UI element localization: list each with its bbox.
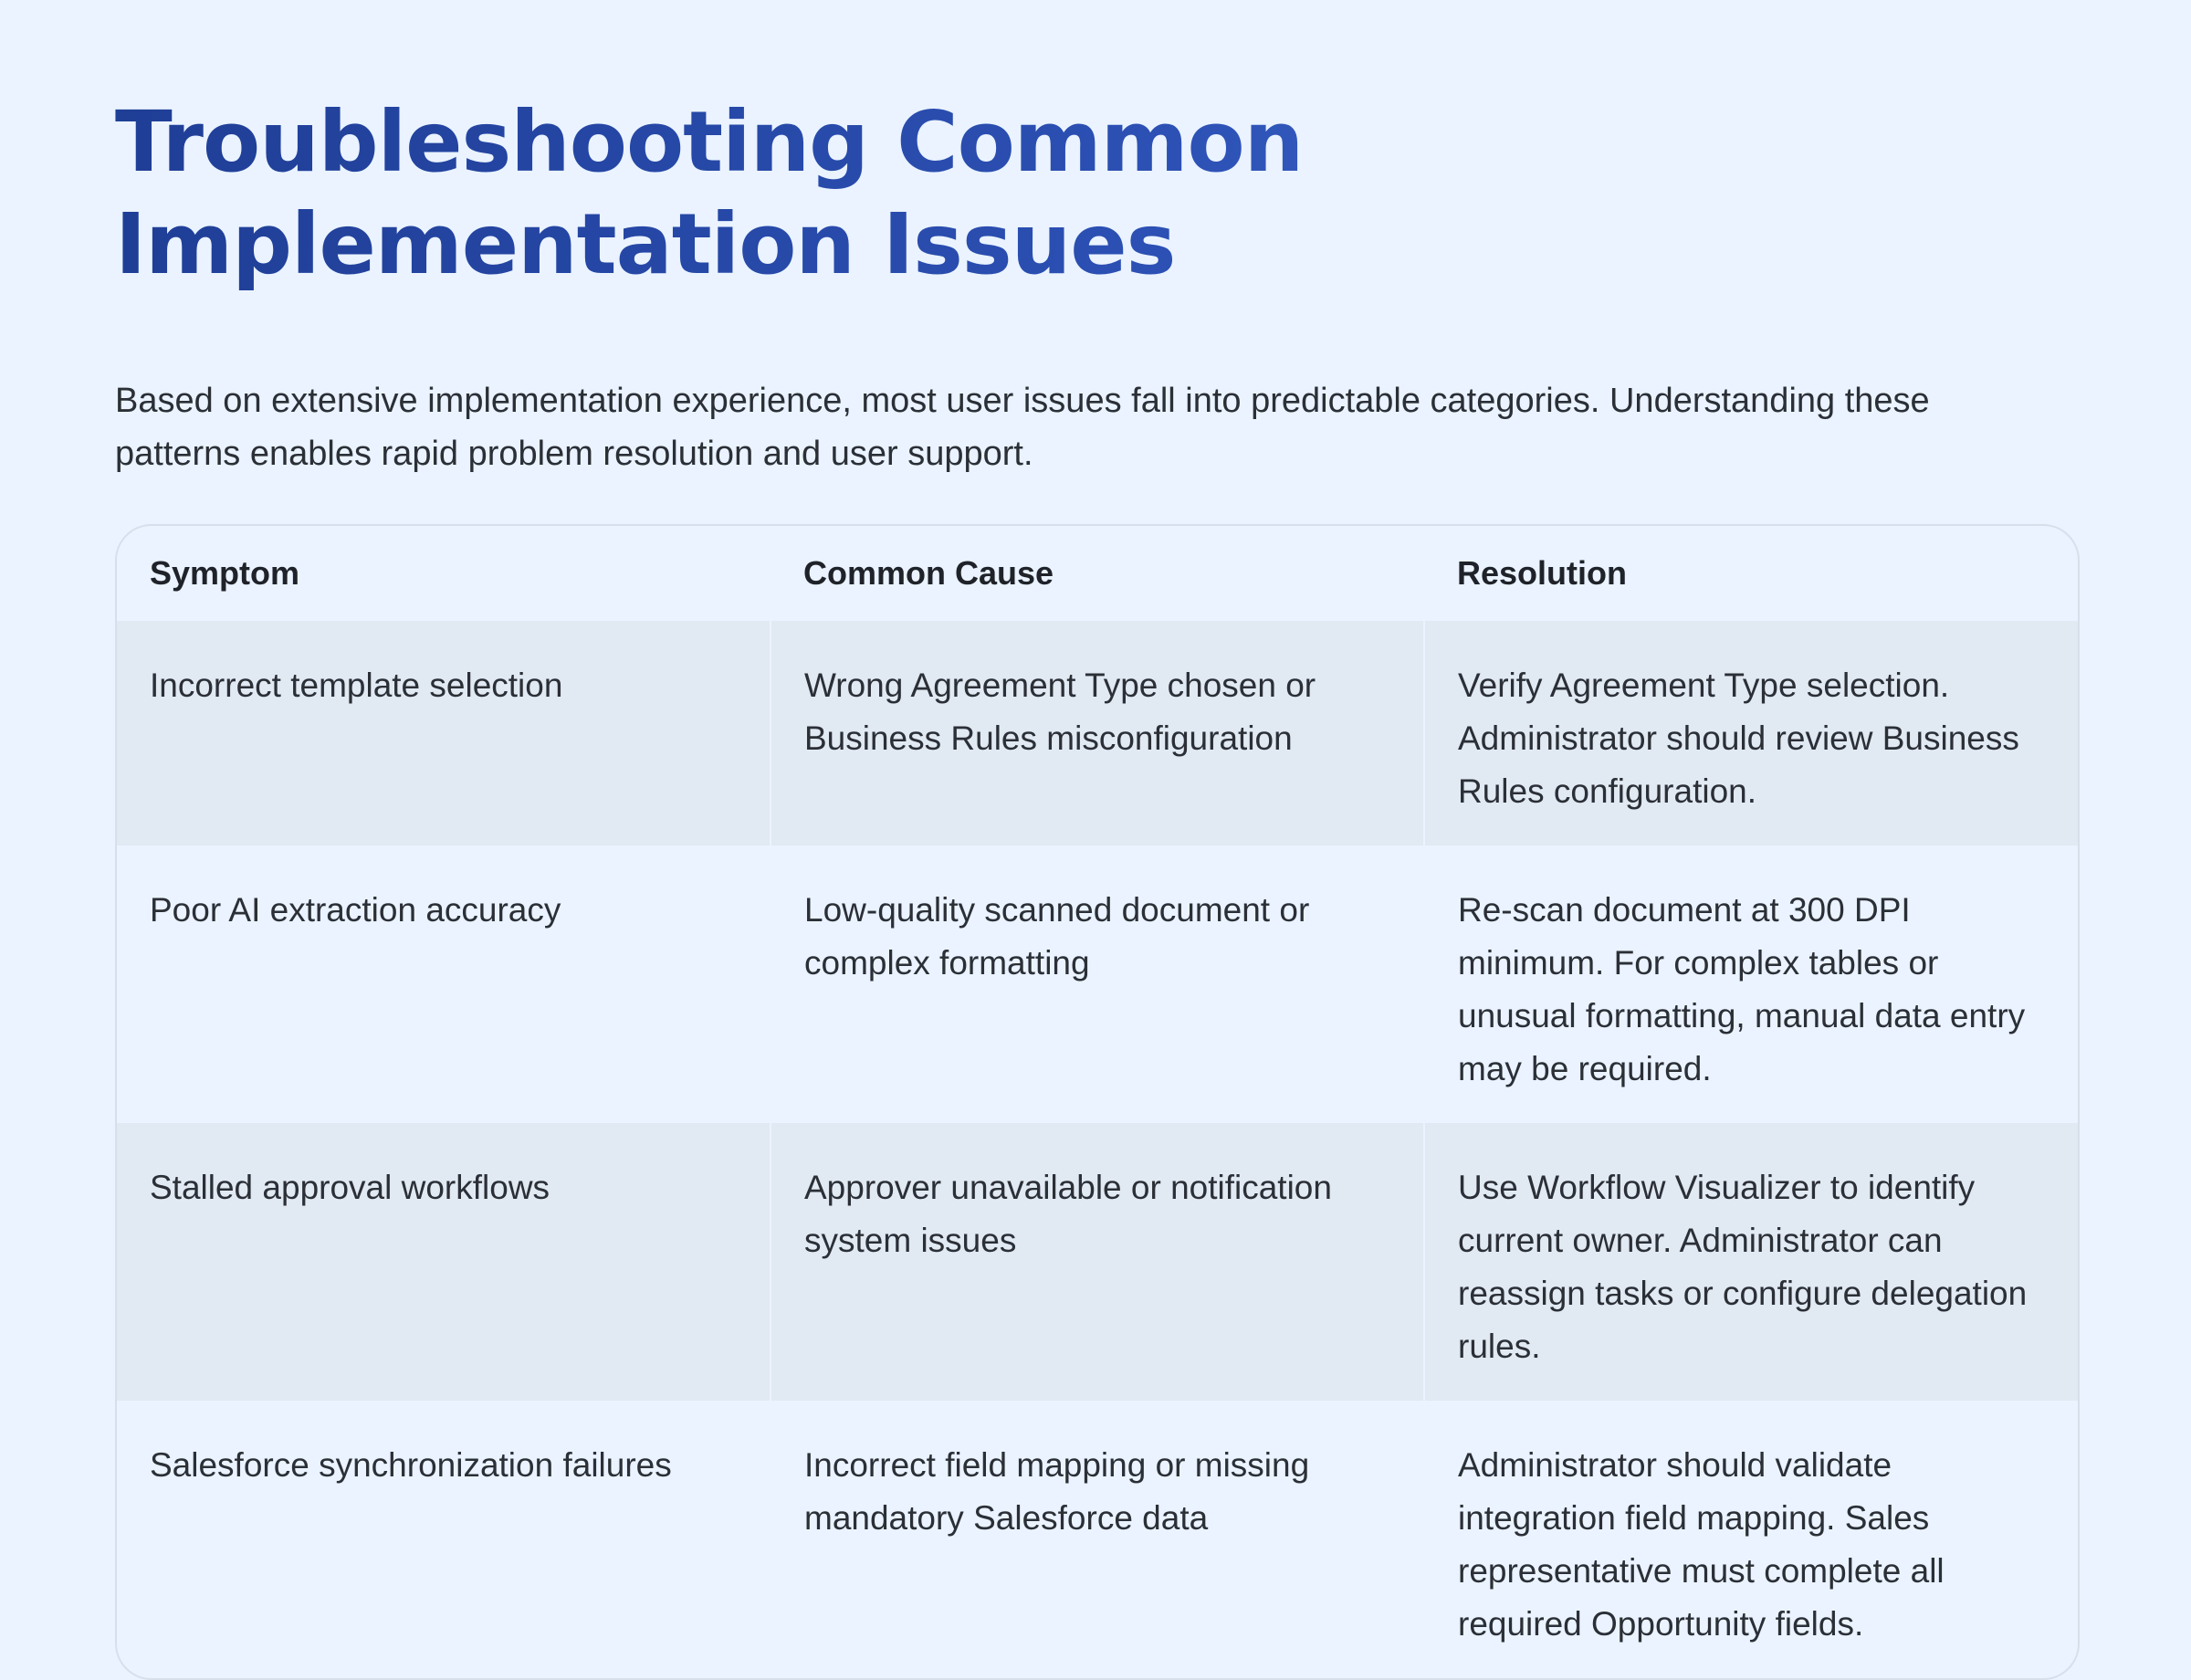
resolution-cell: Use Workflow Visualizer to identify current owner. Administrator can reassign tasks or configure delegation rules. [1424,1123,2078,1401]
header-resolution: Resolution [1457,554,1627,592]
cause-cell: Incorrect field mapping or missing mandatory Salesforce data [771,1401,1424,1678]
symptom-cell: Salesforce synchronization failures [150,1446,672,1484]
symptom-cell: Incorrect template selection [117,621,771,845]
troubleshooting-table [117,526,2078,1678]
page-title: Troubleshooting Common Implementation Issues [115,91,2032,296]
table-row [117,621,2078,845]
intro-paragraph: Based on extensive implementation experience, most user issues fall into predictable categories. Understanding these patterns enables rapid problem resolution and user support. [115,382,1930,473]
table-row [117,1123,2078,1401]
symptom-cell: Poor AI extraction accuracy [150,891,561,929]
header-symptom: Symptom [150,554,300,592]
table-header-row [117,526,2078,621]
table-row [117,1401,2078,1678]
symptom-cell: Stalled approval workflows [117,1123,771,1401]
table-row [117,845,2078,1123]
resolution-cell: Verify Agreement Type selection. Administrator should review Business Rules configuration. [1424,621,2078,845]
resolution-cell: Administrator should validate integration field mapping. Sales representative must complete all required Opportunity fields. [1424,1401,2078,1678]
troubleshooting-table-card [115,524,2080,1680]
cause-cell: Low-quality scanned document or complex formatting [771,845,1424,1123]
header-common-cause: Common Cause [803,554,1054,592]
cause-cell: Approver unavailable or notification system issues [771,1123,1424,1401]
resolution-cell: Re-scan document at 300 DPI minimum. For complex tables or unusual formatting, manual data entry may be required. [1424,845,2078,1123]
cause-cell: Wrong Agreement Type chosen or Business Rules misconfiguration [771,621,1424,845]
